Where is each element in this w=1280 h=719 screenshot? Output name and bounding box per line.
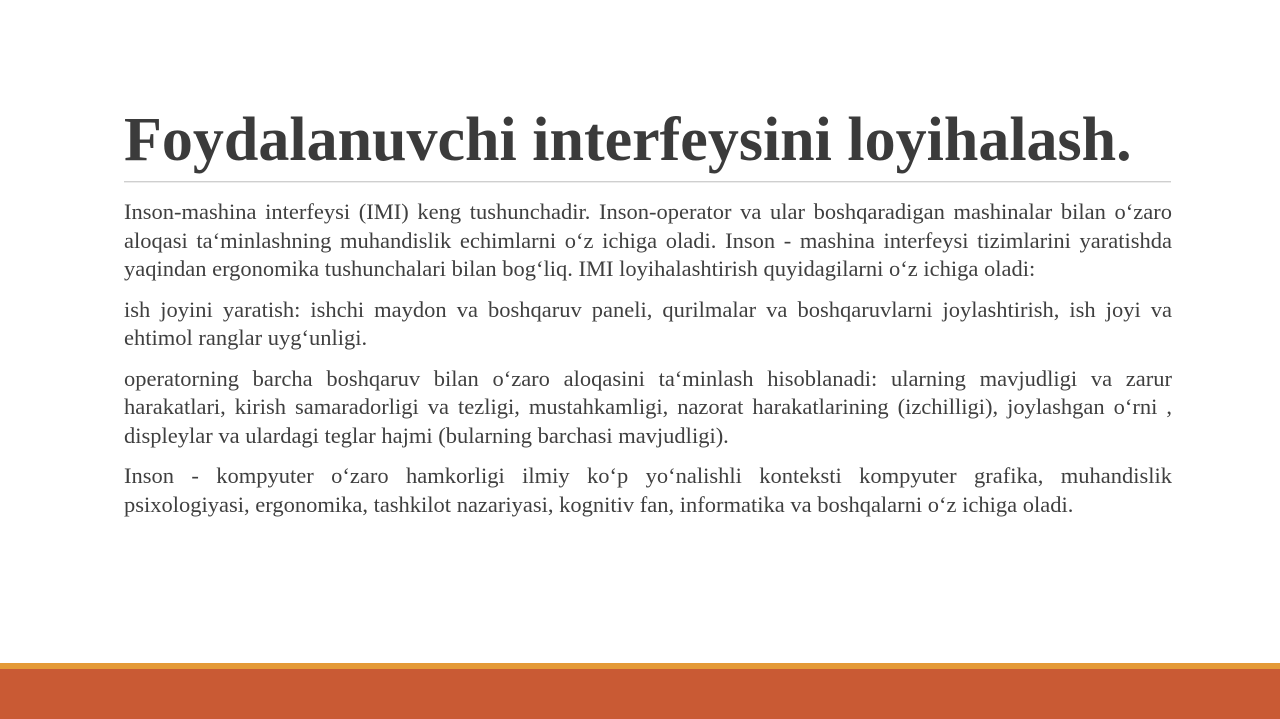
paragraph-1: Inson-mashina interfeysi (IMI) keng tushunchadir. Inson-operator va ular boshqaradigan mashinalar bilan o‘zaro aloqasi ta‘minlashning muhandislik echimlarni o‘z ichiga oladi. Inson - mashina interfeysi tizimlarini yaratishda yaqindan ergonomika tushunchalari bilan bog‘liq. IMI loyihalashtirish quyidagilarni o‘z ichiga oladi: bbox=[124, 199, 1172, 281]
footer-band bbox=[0, 663, 1280, 719]
paragraph-4: Inson - kompyuter o‘zaro hamkorligi ilmiy ko‘p yo‘nalishli konteksti kompyuter grafika, muhandislik psixologiyasi, ergonomika, tashkilot nazariyasi, kognitiv fan, informatika va boshqalarni o‘z ichiga oladi. bbox=[124, 463, 1172, 517]
slide-body bbox=[124, 198, 1172, 531]
paragraph-3: operatorning barcha boshqaruv bilan o‘zaro aloqasini ta‘minlash hisoblanadi: ularning mavjudligi va zarur harakatlari, kirish samaradorligi va tezligi, mustahkamligi, nazorat harakatlarining (izchilligi), joylashgan o‘rni , displeylar va ulardagi teglar hajmi (bularning barchasi mavjudligi). bbox=[124, 365, 1172, 448]
paragraph-2: ish joyini yaratish: ishchi maydon va boshqaruv paneli, qurilmalar va boshqaruvlarni joylashtirish, ish joyi va ehtimol ranglar uyg‘unligi. bbox=[124, 296, 1172, 350]
footer-main-stripe bbox=[0, 669, 1280, 719]
slide-title: Foydalanuvchi interfeysini loyihalash. bbox=[124, 106, 1132, 174]
title-divider bbox=[124, 181, 1171, 183]
